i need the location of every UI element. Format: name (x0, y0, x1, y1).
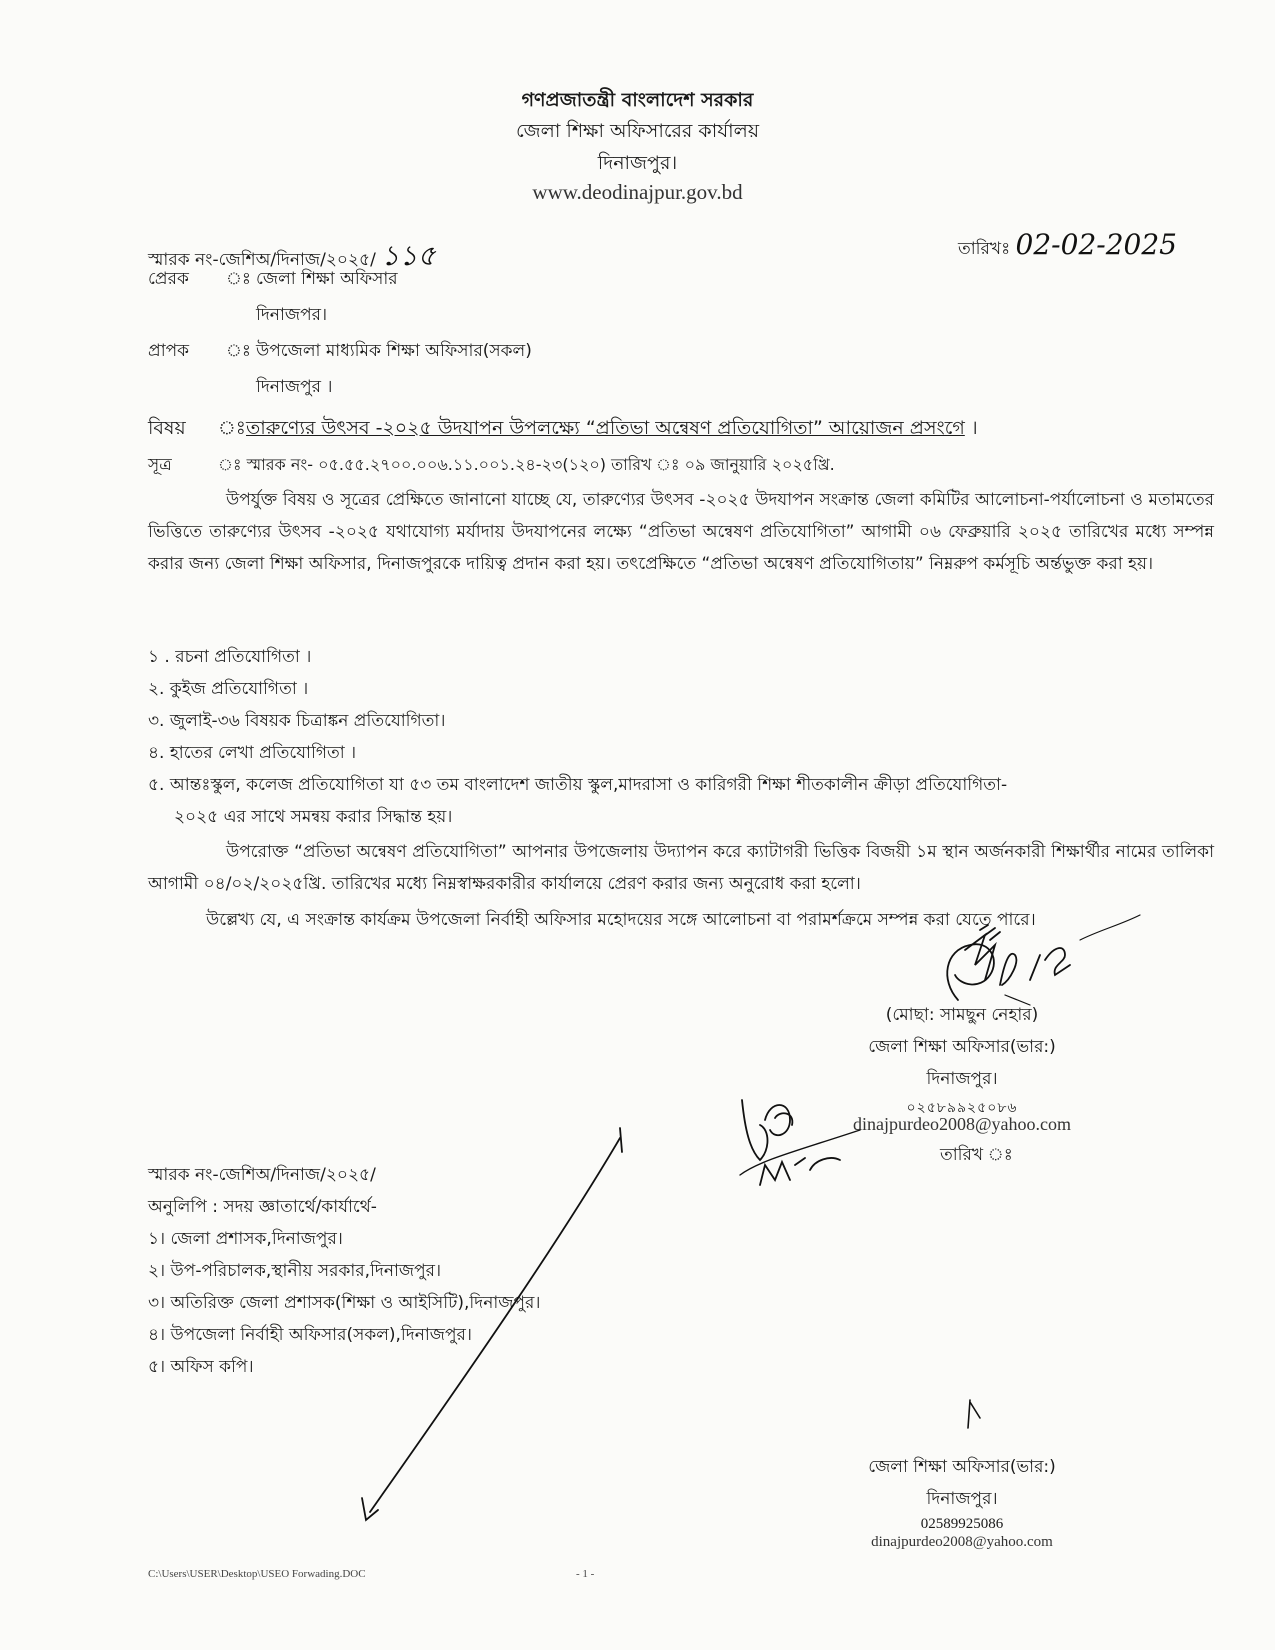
recipient-sep: ঃ (226, 341, 251, 361)
subject-label: বিষয় (148, 417, 186, 439)
sender-label: প্রেরক (148, 269, 189, 289)
recipient-label: প্রাপক (148, 341, 190, 361)
copy-item-3: ৩। অতিরিক্ত জেলা প্রশাসক(শিক্ষা ও আইসিটি),দিনাজপুর। (148, 1293, 541, 1313)
copy-memo-number: স্মারক নং-জেশিঅ/দিনাজ/২০২৫/ (148, 1165, 376, 1185)
subject-text: তারুণ্যের উৎসব -২০২৫ উদযাপন উপলক্ষ্যে “প্রতিভা অন্বেষণ প্রতিযোগিতা” আয়োজন প্রসংগে (246, 417, 965, 439)
footer-signatory-email[interactable]: dinajpurdeo2008@yahoo.com (871, 1534, 1053, 1550)
body-paragraph-3: উল্লেখ্য যে, এ সংক্রান্ত কার্যক্রম উপজেলা নির্বাহী অফিসার মহোদয়ের সঙ্গে আলোচনা বা পরামর্শক্রমে সম্পন্ন করা যেতে পারে। (206, 910, 1036, 930)
recipient-line1: উপজেলা মাধ্যমিক শিক্ষা অফিসার(সকল) (256, 341, 532, 361)
strike-line (362, 1128, 622, 1520)
subject-sep: ঃ (218, 417, 246, 439)
memo-date-label: তারিখঃ (958, 239, 1011, 259)
main-signature (947, 915, 1140, 1005)
office-name: জেলা শিক্ষা অফিসারের কার্যালয় (515, 120, 760, 142)
program-item-4: ৪. হাতের লেখা প্রতিযোগিতা । (148, 743, 357, 763)
signatory-email[interactable]: dinajpurdeo2008@yahoo.com (852, 1114, 1072, 1134)
signatory-title: জেলা শিক্ষা অফিসার(ভার:) (868, 1037, 1056, 1057)
reference-text: ঃ স্মারক নং- ০৫.৫৫.২৭০০.০০৬.১১.০০১.২৪-২৩(১২০) তারিখ ঃ ০৯ জানুয়ারি ২০২৫খ্রি. (218, 455, 835, 474)
memo-number-handwritten: ১১৫ (381, 239, 436, 272)
government-title: গণপ্রজাতন্ত্রী বাংলাদেশ সরকার (521, 89, 754, 111)
website-link[interactable]: www.deodinajpur.gov.bd (532, 180, 743, 204)
footer-file-path: C:\Users\USER\Desktop\USEO Forwading.DOC (148, 1568, 366, 1580)
memo-number-label: স্মারক নং-জেশিঅ/দিনাজ/২০২৫/ (148, 250, 376, 270)
signatory-phone: ০২৫৮৯৯২৫০৮৬ (906, 1100, 1018, 1116)
program-item-2: ২. কুইজ প্রতিযোগিতা । (148, 679, 309, 699)
copy-item-1: ১। জেলা প্রশাসক,দিনাজপুর। (148, 1229, 343, 1249)
subject-end: । (970, 417, 978, 439)
program-item-3: ৩. জুলাই-৩৬ বিষয়ক চিত্রাঙ্কন প্রতিযোগিতা। (148, 711, 446, 731)
body-paragraph-2: উপরোক্ত “প্রতিভা অন্বেষণ প্রতিযোগিতা” আপনার উপজেলায় উদ্যাপন করে ক্যাটাগরী ভিত্তিক বিজয়ী ১ম স্থান অর্জনকারী শিক্ষার্থীর নামের তালিকা আগামী ০৪/০২/২০২৫খ্রি. তারিখের মধ্যে নিম্নস্বাক্ষরকারীর কার্যালয়ে প্রেরণ করার জন্য অনুরোধ করা হলো। (148, 842, 1214, 894)
program-item-5: ৫. আন্তঃস্কুল, কলেজ প্রতিযোগিতা যা ৫৩ তম বাংলাদেশ জাতীয় স্কুল,মাদরাসা ও কারিগরী শিক্ষা শীতকালীন ক্রীড়া প্রতিযোগিতা- (148, 775, 1008, 795)
reference-label: সূত্র (148, 455, 172, 475)
bottom-initial (968, 1400, 980, 1428)
signatory-date-label: তারিখ ঃ (940, 1145, 1013, 1165)
footer-signatory-title: জেলা শিক্ষা অফিসার(ভার:) (868, 1457, 1056, 1477)
copy-item-2: ২। উপ-পরিচালক,স্থানীয় সরকার,দিনাজপুর। (148, 1261, 442, 1281)
body-paragraph-1: উপর্যুক্ত বিষয় ও সূত্রের প্রেক্ষিতে জানানো যাচ্ছে যে, তারুণ্যের উৎসব -২০২৫ উদযাপন সংক্রান্ত জেলা কমিটির আলোচনা-পর্যালোচনা ও মতামতের ভিত্তিতে তারুণ্যের উৎসব -২০২৫ যথাযোগ্য মর্যাদায় উদযাপনের লক্ষ্যে “প্রতিভা অন্বেষণ প্রতিযোগিতা” আগামী ০৬ ফেব্রুয়ারি ২০২৫ তারিখের মধ্যে সম্পন্ন করার জন্য জেলা শিক্ষা অফিসার, দিনাজপুরকে দায়িত্ব প্রদান করা হয়। তৎপ্রেক্ষিতে “প্রতিভা অন্বেষণ প্রতিযোগিতায়” নিম্নরুপ কর্মসূচি অর্ন্তভুক্ত করা হয়। (148, 490, 1214, 574)
sender-line1: জেলা শিক্ষা অফিসার (256, 269, 398, 289)
copy-heading: অনুলিপি : সদয় জ্ঞাতার্থে/কার্যার্থে- (148, 1197, 377, 1217)
recipient-line2: দিনাজপুর । (256, 377, 333, 397)
program-item-5-continuation: ২০২৫ এর সাথে সমন্বয় করার সিদ্ধান্ত হয়। (174, 807, 453, 827)
sender-line2: দিনাজপর। (256, 305, 328, 325)
sender-sep: ঃ (226, 269, 251, 289)
footer-signatory-phone: 02589925086 (920, 1516, 1004, 1532)
footer-signatory-district: দিনাজপুর। (926, 1489, 998, 1509)
footer-page-number: - 1 - (576, 1568, 595, 1580)
office-district: দিনাজপুর। (597, 152, 678, 174)
program-item-1: ১ . রচনা প্রতিযোগিতা । (148, 647, 312, 667)
copy-item-5: ৫। অফিস কপি। (148, 1357, 254, 1377)
copy-item-4: ৪। উপজেলা নির্বাহী অফিসার(সকল),দিনাজপুর। (148, 1325, 472, 1345)
signatory-name: (মোছা: সামছুন নেহার) (885, 1005, 1039, 1025)
signatory-district: দিনাজপুর। (926, 1069, 998, 1089)
initial-signature (740, 1100, 860, 1185)
memo-date-handwritten: 02-02-2025 (1015, 228, 1177, 261)
